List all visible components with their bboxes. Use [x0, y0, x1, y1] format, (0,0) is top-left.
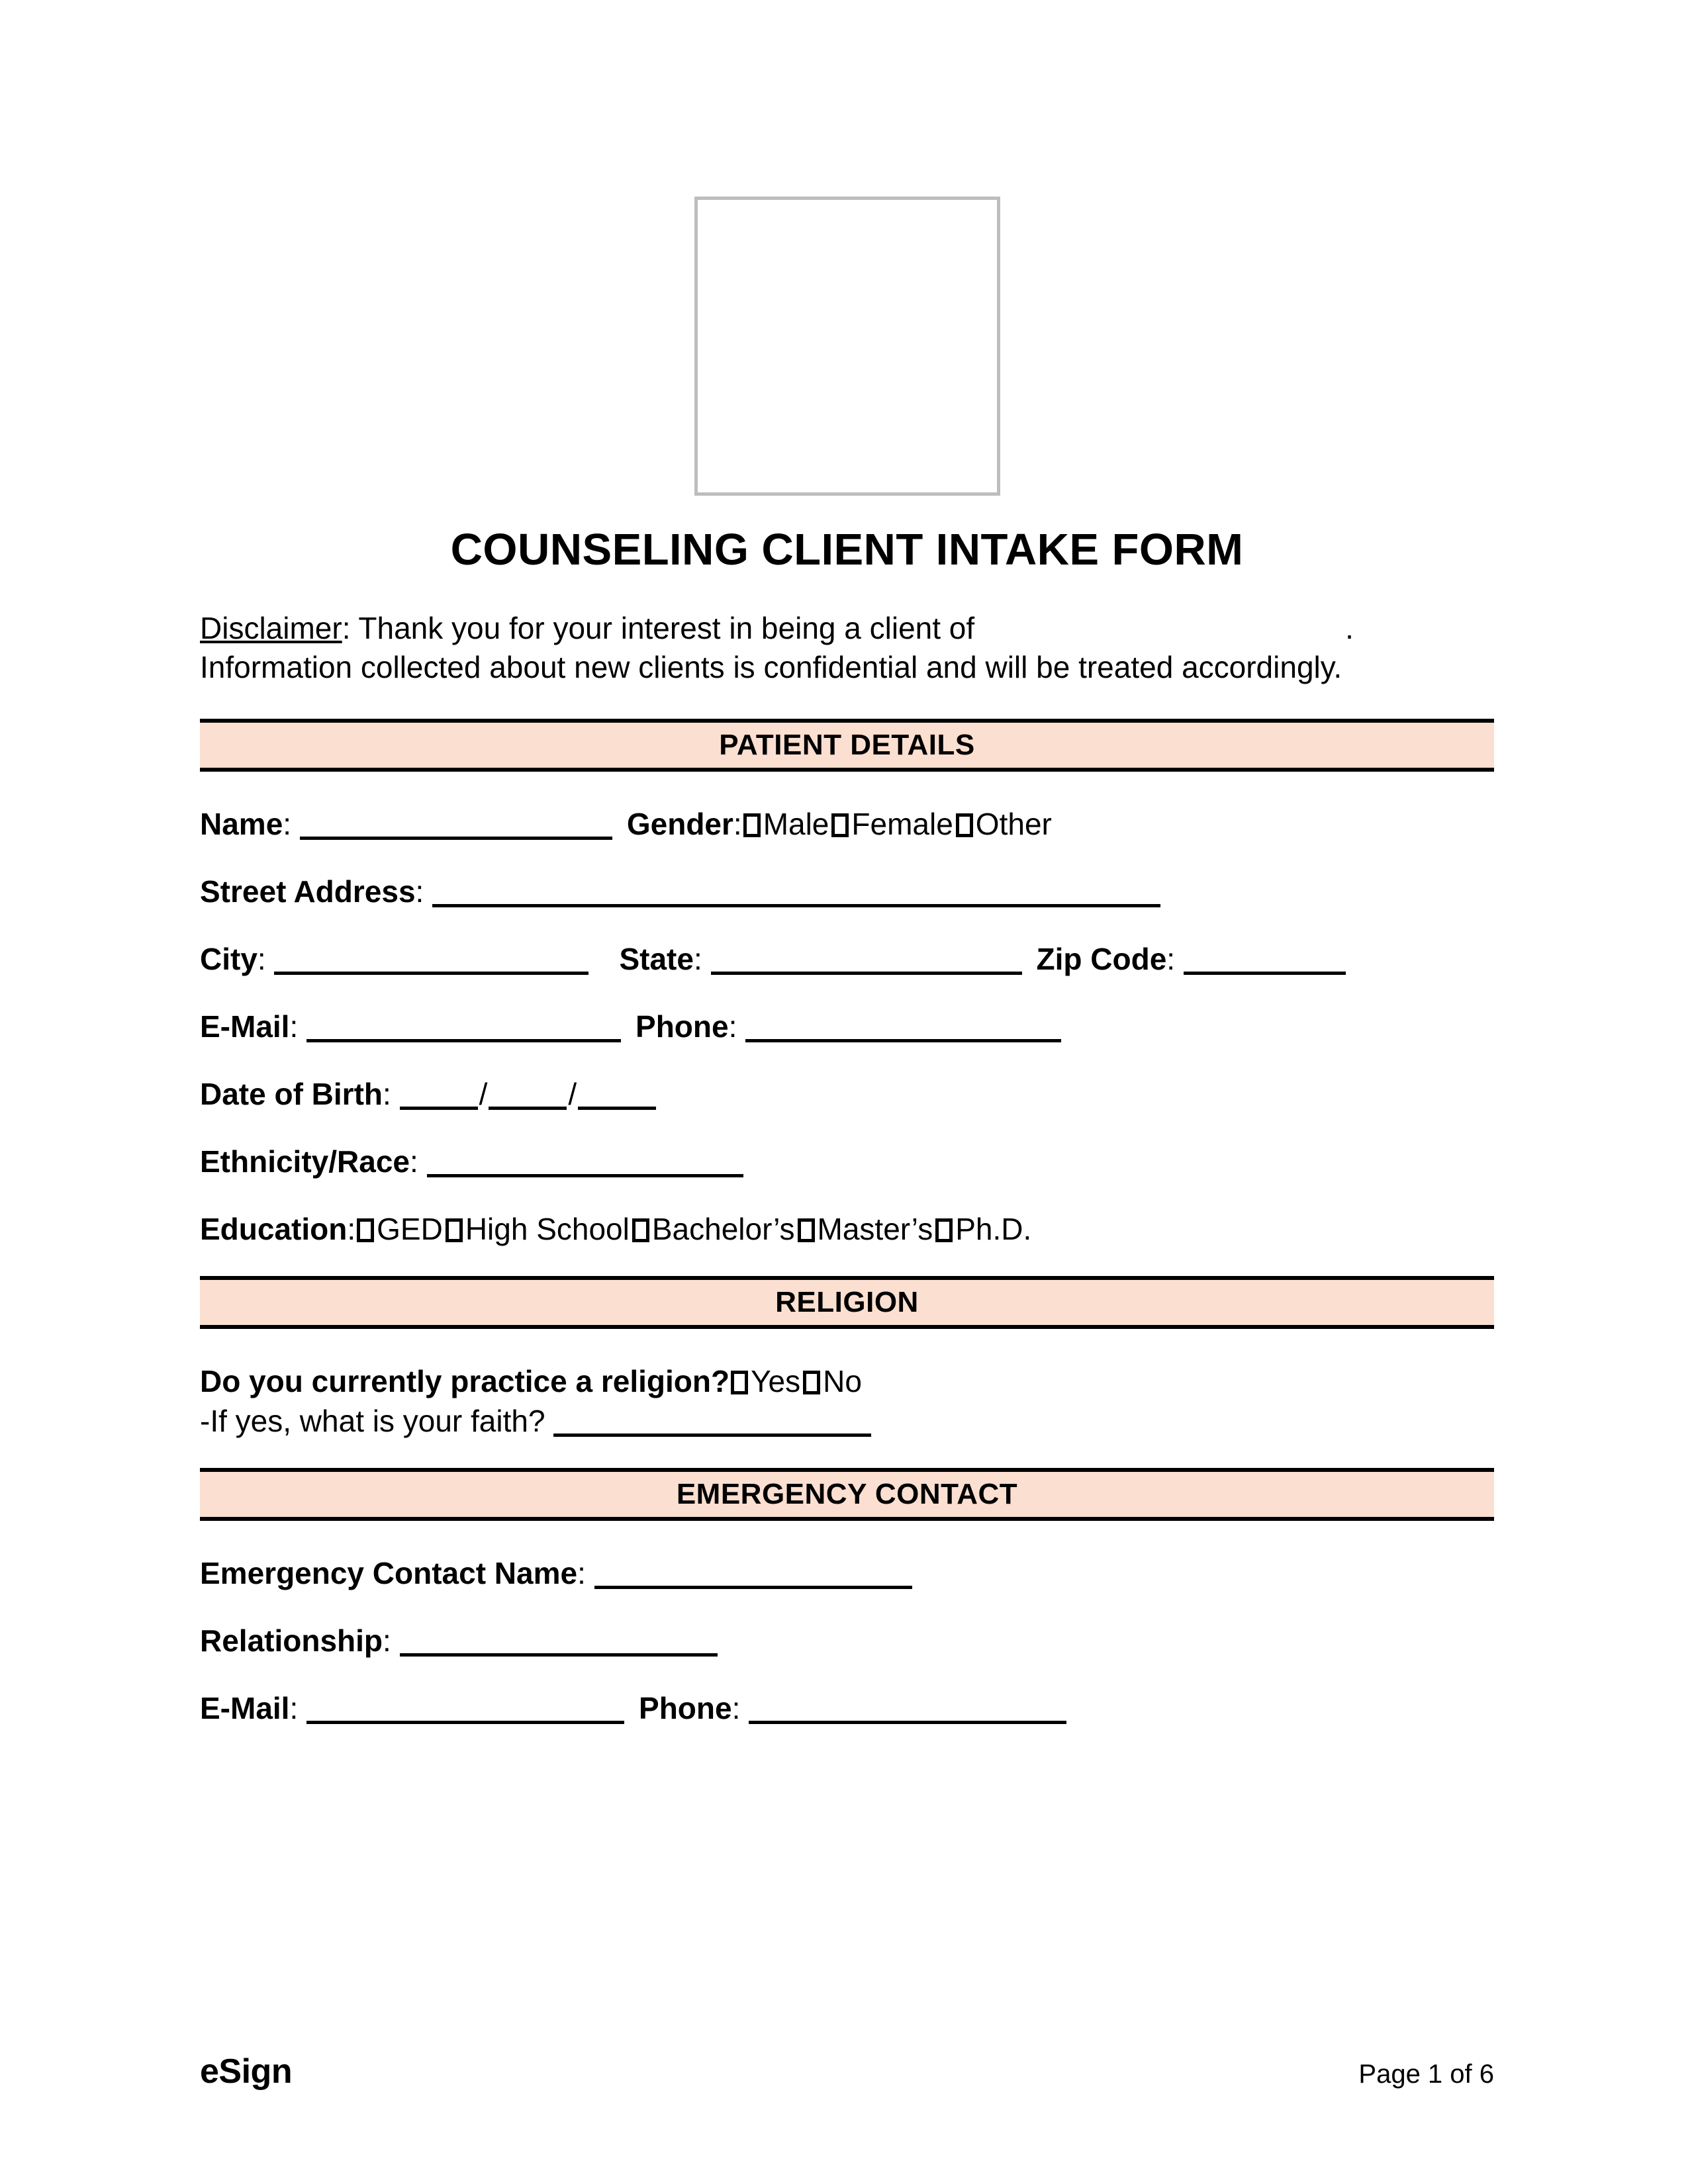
education-option-bachelors-label: Bachelor’s: [651, 1212, 795, 1247]
education-checkbox-phd[interactable]: [935, 1218, 953, 1242]
gender-option-other-label: Other: [975, 807, 1052, 842]
religion-question-label: Do you currently practice a religion?: [200, 1364, 730, 1399]
row-emergency-email-phone: [200, 1691, 1494, 1726]
street-address-colon: :: [415, 874, 424, 909]
education-checkbox-bachelors[interactable]: [632, 1218, 649, 1242]
relationship-colon: :: [383, 1623, 391, 1659]
name-colon: :: [283, 807, 292, 842]
relationship-input-blank[interactable]: [400, 1625, 718, 1657]
education-checkbox-high-school[interactable]: [446, 1218, 463, 1242]
page-footer: [200, 2052, 1494, 2091]
esign-brand-logo: eSign: [200, 2052, 293, 2091]
gender-label: Gender: [626, 807, 733, 842]
gender-option-male-label: Male: [763, 807, 829, 842]
education-label: Education: [200, 1212, 348, 1247]
name-label: Name: [200, 807, 283, 842]
dob-separator-1: /: [479, 1077, 488, 1112]
disclaimer-label: Disclaimer: [200, 610, 342, 645]
zip-code-input-blank[interactable]: [1184, 944, 1346, 975]
zip-code-colon: :: [1166, 942, 1176, 977]
dob-year-blank[interactable]: [578, 1079, 656, 1110]
section-header-religion: [200, 1276, 1494, 1329]
row-street-address: [200, 876, 1494, 907]
phone-label: Phone: [635, 1009, 729, 1044]
section-title-patient-details: PATIENT DETAILS: [719, 729, 975, 762]
religion-faith-label: -If yes, what is your faith?: [200, 1404, 545, 1439]
disclaimer-paragraph: [200, 609, 1494, 688]
emergency-email-label: E-Mail: [200, 1691, 290, 1726]
education-option-high-school-label: High School: [465, 1212, 630, 1247]
page-title: COUNSELING CLIENT INTAKE FORM: [450, 525, 1244, 574]
education-checkbox-ged[interactable]: [357, 1218, 374, 1242]
gender-checkbox-male[interactable]: [743, 813, 761, 837]
emergency-phone-input-blank[interactable]: [749, 1693, 1066, 1724]
date-of-birth-colon: :: [383, 1077, 391, 1112]
email-colon: :: [289, 1009, 299, 1044]
section-header-patient-details: [200, 719, 1494, 772]
row-name-gender: [200, 807, 1494, 842]
company-logo-placeholder[interactable]: [694, 197, 1000, 496]
dob-day-blank[interactable]: [489, 1079, 567, 1110]
row-relationship: [200, 1623, 1494, 1659]
education-checkbox-masters[interactable]: [798, 1218, 815, 1242]
street-address-input-blank[interactable]: [432, 876, 1160, 907]
row-religion-faith: [200, 1404, 1494, 1439]
state-colon: :: [693, 942, 702, 977]
disclaimer-lead-text: : Thank you for your interest in being a client of: [342, 610, 975, 645]
religion-faith-input-blank[interactable]: [553, 1406, 871, 1437]
row-date-of-birth: [200, 1077, 1494, 1112]
gender-checkbox-other[interactable]: [956, 813, 973, 837]
section-header-emergency-contact: [200, 1468, 1494, 1521]
disclaimer-trailing-period: .: [1345, 610, 1354, 645]
emergency-contact-name-colon: :: [577, 1556, 586, 1591]
education-option-masters-label: Master’s: [817, 1212, 933, 1247]
city-input-blank[interactable]: [274, 944, 588, 975]
phone-input-blank[interactable]: [745, 1011, 1061, 1042]
city-label: City: [200, 942, 258, 977]
row-education: [200, 1212, 1494, 1247]
education-option-ged-label: GED: [377, 1212, 443, 1247]
state-label: State: [619, 942, 694, 977]
education-option-phd-label: Ph.D.: [955, 1212, 1032, 1247]
dob-month-blank[interactable]: [400, 1079, 478, 1110]
gender-option-female-label: Female: [851, 807, 953, 842]
state-input-blank[interactable]: [711, 944, 1022, 975]
dob-separator-2: /: [568, 1077, 577, 1112]
section-title-religion: RELIGION: [775, 1286, 919, 1319]
emergency-email-colon: :: [289, 1691, 299, 1726]
row-religion-question: [200, 1364, 1494, 1399]
religion-option-yes-label: Yes: [751, 1364, 801, 1399]
zip-code-label: Zip Code: [1036, 942, 1167, 977]
city-colon: :: [257, 942, 266, 977]
education-colon: :: [347, 1212, 356, 1247]
disclaimer-line-2: Information collected about new clients is confidential and will be treated accordingly.: [200, 650, 1342, 685]
date-of-birth-label: Date of Birth: [200, 1077, 383, 1112]
religion-option-no-label: No: [823, 1364, 862, 1399]
ethnicity-input-blank[interactable]: [427, 1146, 743, 1177]
logo-placeholder-wrapper: [200, 0, 1494, 496]
emergency-contact-name-input-blank[interactable]: [594, 1558, 912, 1589]
row-city-state-zip: [200, 942, 1494, 977]
relationship-label: Relationship: [200, 1623, 383, 1659]
emergency-phone-label: Phone: [639, 1691, 732, 1726]
religion-checkbox-no[interactable]: [803, 1371, 820, 1394]
row-emergency-contact-name: [200, 1556, 1494, 1591]
row-email-phone: [200, 1011, 1494, 1042]
emergency-phone-colon: :: [731, 1691, 741, 1726]
emergency-email-input-blank[interactable]: [306, 1693, 624, 1724]
religion-checkbox-yes[interactable]: [731, 1371, 748, 1394]
email-input-blank[interactable]: [306, 1011, 621, 1042]
row-ethnicity-race: [200, 1146, 1494, 1177]
email-label: E-Mail: [200, 1009, 290, 1044]
section-title-emergency-contact: EMERGENCY CONTACT: [676, 1478, 1018, 1511]
gender-colon: :: [733, 807, 742, 842]
page-number: Page 1 of 6: [1358, 2060, 1494, 2089]
gender-checkbox-female[interactable]: [831, 813, 849, 837]
document-content: [200, 0, 1494, 1726]
name-input-blank[interactable]: [300, 809, 612, 840]
ethnicity-label: Ethnicity/Race: [200, 1144, 410, 1179]
ethnicity-colon: :: [410, 1144, 418, 1179]
emergency-contact-name-label: Emergency Contact Name: [200, 1556, 578, 1591]
phone-colon: :: [728, 1009, 737, 1044]
street-address-label: Street Address: [200, 874, 416, 909]
